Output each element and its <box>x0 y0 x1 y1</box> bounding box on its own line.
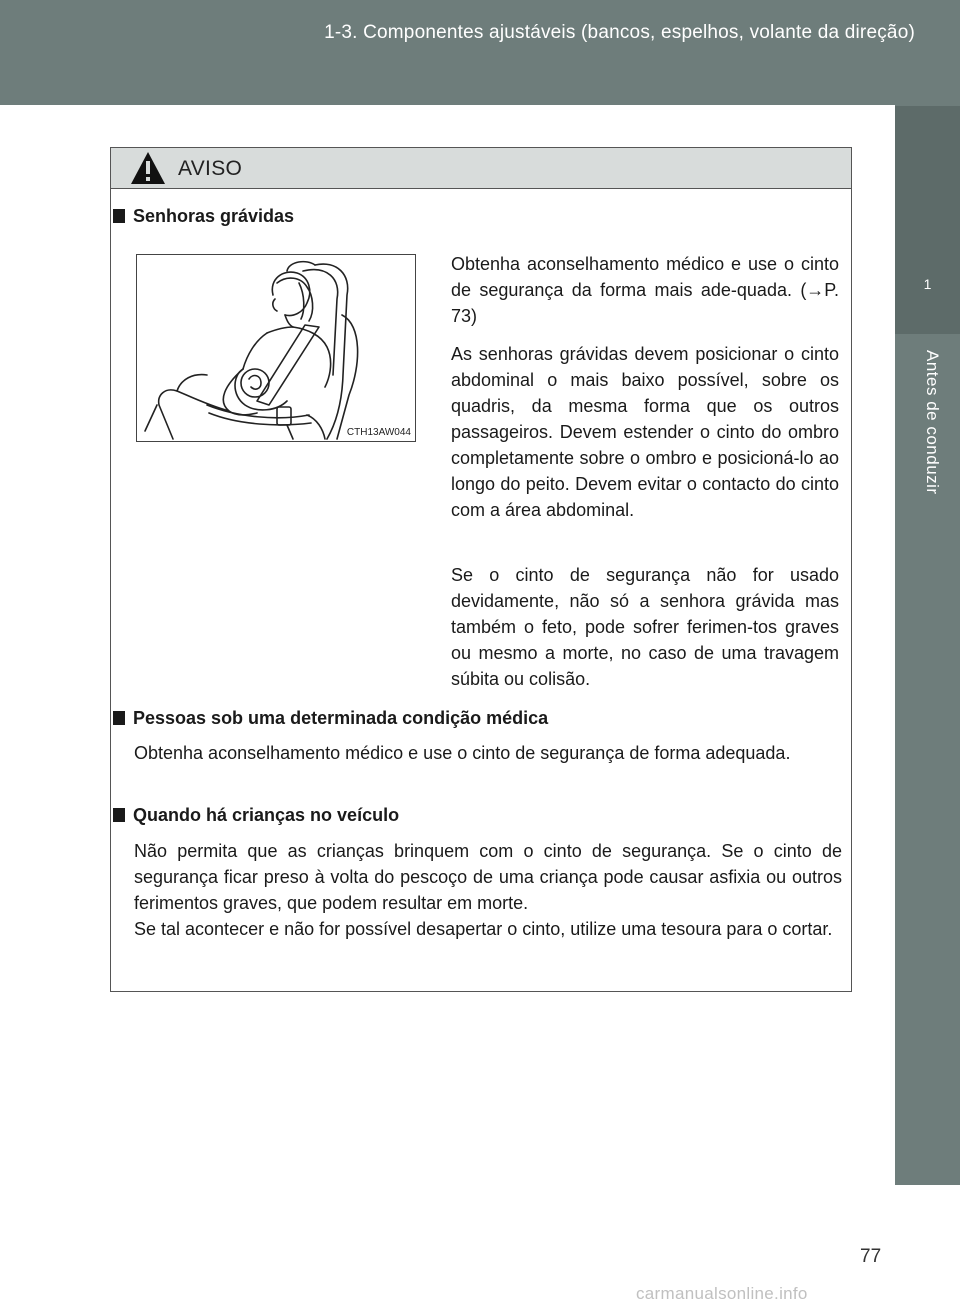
figure-code: CTH13AW044 <box>346 427 411 438</box>
paragraph-pregnant-advice: Obtenha aconselhamento médico e use o cinto de segurança da forma mais ade-quada. (→P. 73) <box>451 254 839 326</box>
warning-triangle-icon <box>129 150 167 186</box>
chapter-number-tab <box>895 106 960 334</box>
paragraph-pregnant-risk: Se o cinto de segurança não for usado devidamente, não só a senhora grávida mas também o feto, pode sofrer ferimen-tos graves ou mesmo a morte, no caso de uma travagem súbita ou colisão. <box>451 565 839 689</box>
square-bullet-icon <box>113 209 125 223</box>
section-title: 1-3. Componentes ajustáveis (bancos, espelhos, volante da direção) <box>324 22 915 43</box>
chapter-label: Antes de conduzir <box>923 350 942 495</box>
square-bullet-icon <box>113 808 125 822</box>
paragraph-children-warning: Não permita que as crianças brinquem com o cinto de segurança. Se o cinto de segurança ficar preso à volta do pescoço de uma criança pode causar asfixia ou outros ferimentos graves, que podem resultar em morte. <box>134 841 842 913</box>
warning-title: AVISO <box>178 157 243 180</box>
square-bullet-icon <box>113 711 125 725</box>
header-bar <box>0 0 960 105</box>
pregnant-seatbelt-illustration <box>136 254 416 442</box>
paragraph-medical: Obtenha aconselhamento médico e use o cinto de segurança de forma adequada. <box>134 743 791 763</box>
paragraph-children-cut-belt: Se tal acontecer e não for possível desapertar o cinto, utilize uma tesoura para o cortar. <box>134 919 833 939</box>
section-heading-medical: Pessoas sob uma determinada condição médica <box>113 708 548 729</box>
paragraph-pregnant-belt-position: As senhoras grávidas devem posicionar o cinto abdominal o mais baixo possível, sobre os quadris, da mesma forma que os outros passageiros. Devem estender o cinto do ombro completamente sobre o ombro e posicioná-lo ao longo do peito. Devem evitar o contacto do cinto com a área abdominal. <box>451 344 839 520</box>
section-heading-pregnant: Senhoras grávidas <box>113 206 294 227</box>
watermark: carmanualsonline.info <box>636 1284 808 1303</box>
warning-header <box>111 148 851 189</box>
section-heading-children: Quando há crianças no veículo <box>113 805 399 826</box>
pregnant-woman-seatbelt-drawing <box>137 255 415 441</box>
chapter-number: 1 <box>923 276 932 292</box>
page-number: 77 <box>860 1246 882 1267</box>
